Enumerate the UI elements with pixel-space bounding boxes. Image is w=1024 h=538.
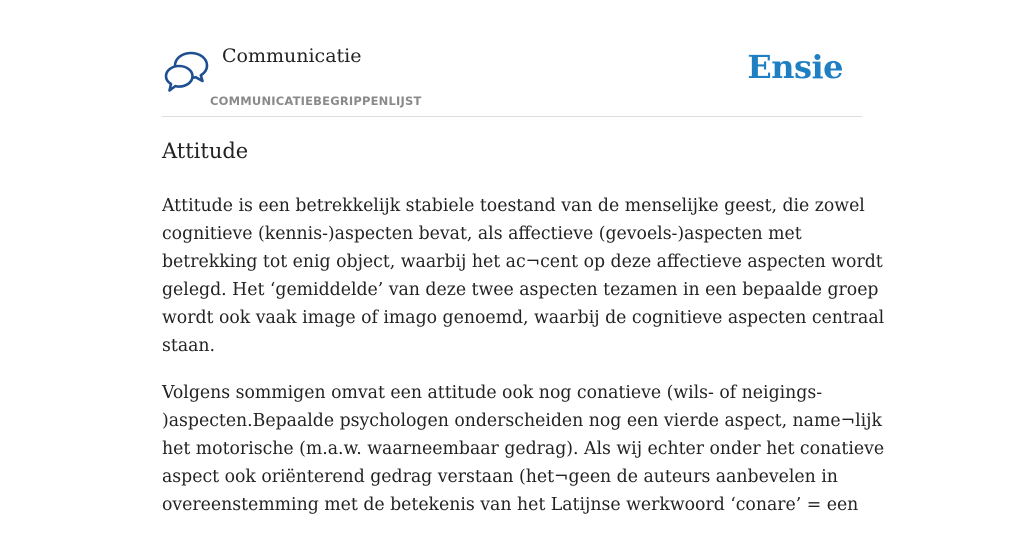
paragraph-line: )aspecten.Bepaalde psychologen onderscheiden nog een vierde aspect, name¬lijk: [162, 411, 882, 431]
paragraph-line: Volgens sommigen omvat een attitude ook nog conatieve (wils- of neigings-: [162, 383, 823, 403]
paragraph-line: Attitude is een betrekkelijk stabiele toestand van de menselijke geest, die zowel: [162, 196, 865, 216]
paragraph-line: het motorische (m.a.w. waarneembaar gedrag). Als wij echter onder het conatieve: [162, 439, 885, 459]
article-body: [162, 192, 885, 538]
paragraph-line: overeenstemming met de betekenis van het Latijnse werkwoord ‘conare’ = een: [162, 495, 859, 515]
brand-logo[interactable]: Ensie: [747, 48, 843, 86]
site-subtitle-link[interactable]: COMMUNICATIEBEGRIPPENLIJST: [210, 94, 422, 108]
article-title: Attitude: [162, 139, 249, 163]
article-paragraph: [162, 379, 885, 519]
paragraph-line: wordt ook vaak image of imago genoemd, waarbij de cognitieve aspecten centraal: [162, 308, 885, 328]
paragraph-line: gelegd. Het ‘gemiddelde’ van deze twee aspecten tezamen in een bepaalde groep: [162, 280, 879, 300]
page: [162, 0, 885, 515]
paragraph-line: betrekking tot enig object, waarbij het ac¬cent op deze affectieve aspecten wordt: [162, 252, 883, 272]
paragraph-line: cognitieve (kennis-)aspecten bevat, als affectieve (gevoels-)aspecten met: [162, 224, 802, 244]
site-title-link[interactable]: Communicatie: [222, 45, 362, 67]
article-paragraph: [162, 192, 885, 360]
paragraph-line: aspect ook oriënterend gedrag verstaan (het¬geen de auteurs aanbevelen in: [162, 467, 838, 487]
header: [162, 0, 862, 117]
paragraph-line: staan.: [162, 336, 216, 356]
